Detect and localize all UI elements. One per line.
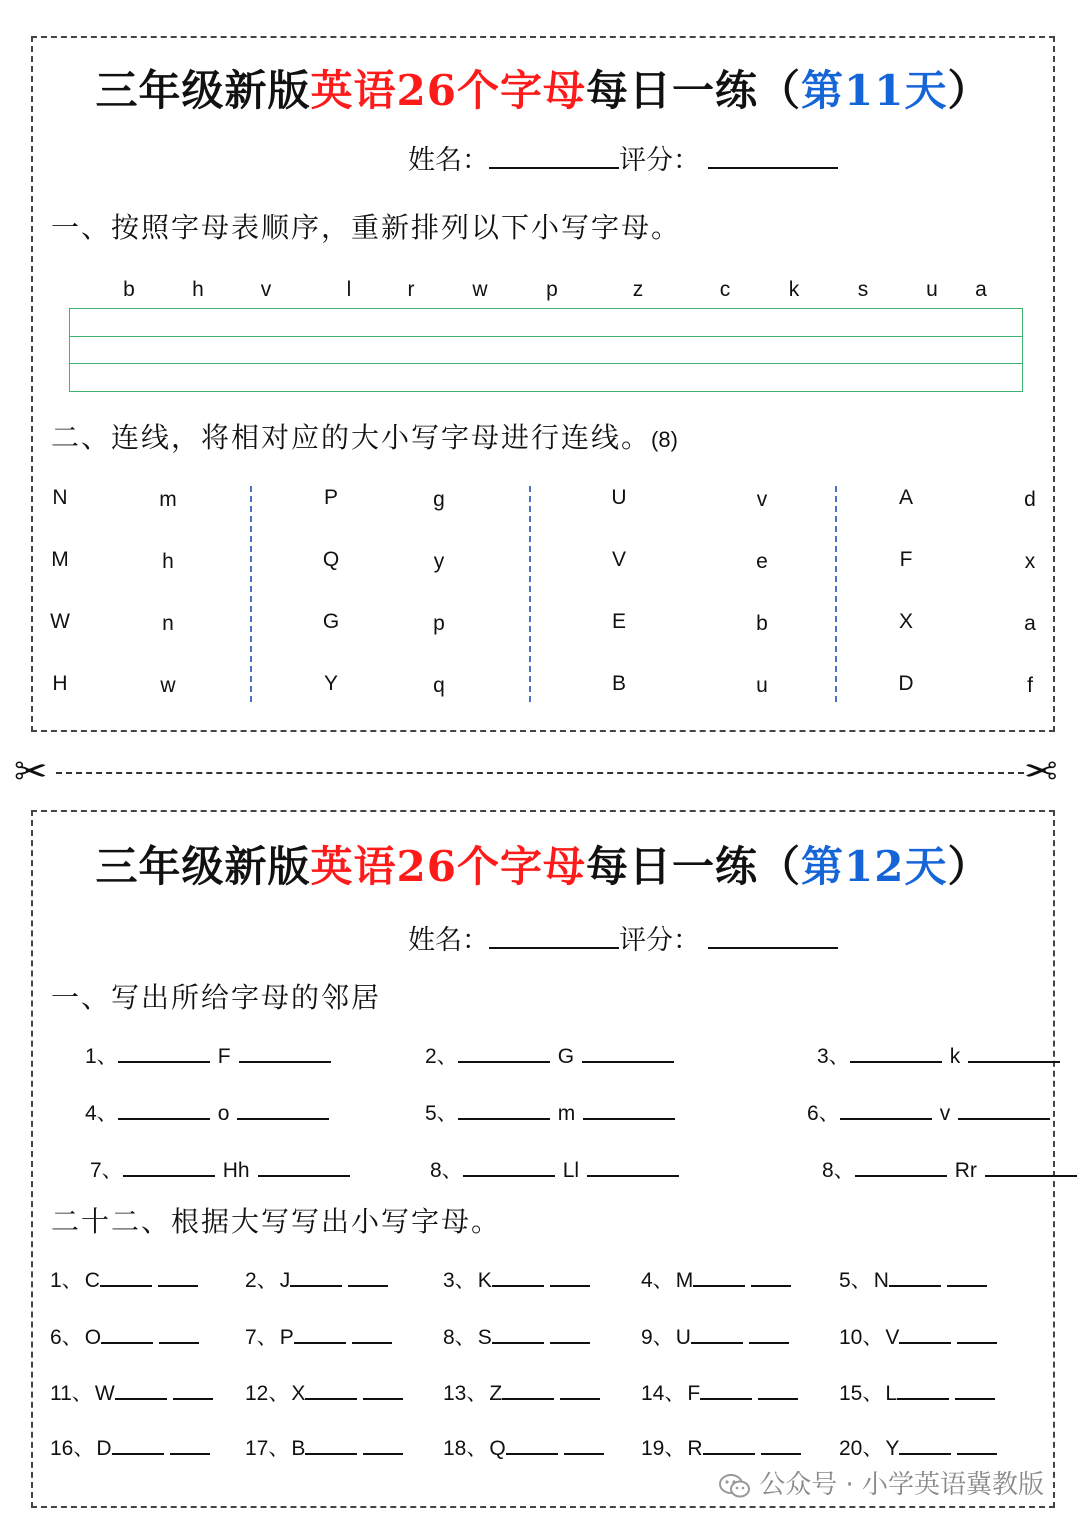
item-number: 11、 <box>50 1382 93 1405</box>
letter-item: c <box>719 278 731 301</box>
uppercase-item <box>443 1264 590 1294</box>
uppercase-item <box>641 1264 791 1294</box>
item-number: 18、 <box>443 1437 488 1460</box>
column-divider <box>529 486 531 702</box>
uppercase-letter[interactable]: G <box>322 610 340 633</box>
given-letter: S <box>477 1326 492 1349</box>
item-number: 8、 <box>443 1326 476 1349</box>
given-letter: V <box>885 1326 900 1349</box>
answer-blank[interactable] <box>115 1378 167 1400</box>
name-field[interactable] <box>489 143 619 169</box>
uppercase-item <box>641 1321 789 1351</box>
neighbor-item <box>85 1040 331 1070</box>
answer-blank[interactable] <box>899 1322 951 1344</box>
score-label: 评分： <box>619 925 700 956</box>
score-label: 评分： <box>619 145 700 176</box>
given-letter: m <box>557 1102 576 1125</box>
name-field[interactable] <box>489 923 619 949</box>
item-number: 13、 <box>443 1382 488 1405</box>
title-part: 每日一练（ <box>585 66 801 115</box>
answer-blank[interactable] <box>502 1378 554 1400</box>
section-title <box>51 416 678 456</box>
letter-item: s <box>857 278 869 301</box>
item-number: 1、 <box>50 1269 83 1292</box>
uppercase-letter[interactable]: P <box>323 486 339 509</box>
writing-line <box>70 363 1022 364</box>
neighbor-item <box>425 1040 674 1070</box>
title-day: 第12天 <box>801 842 948 891</box>
answer-blank[interactable] <box>112 1433 164 1455</box>
section-title: 一、写出所给字母的邻居 <box>51 981 382 1014</box>
given-letter: Q <box>489 1437 506 1460</box>
given-letter: B <box>291 1437 306 1460</box>
lowercase-letter[interactable]: b <box>756 612 768 635</box>
answer-blank[interactable] <box>761 1433 801 1455</box>
answer-blank[interactable] <box>239 1041 331 1063</box>
column-divider <box>250 486 252 702</box>
lowercase-letter[interactable]: f <box>1027 674 1033 697</box>
item-number: 5、 <box>839 1269 872 1292</box>
answer-blank[interactable] <box>560 1378 600 1400</box>
item-number: 6、 <box>50 1326 83 1349</box>
uppercase-item <box>839 1377 995 1407</box>
item-number: 12、 <box>245 1382 290 1405</box>
section-title: 二十二、根据大写写出小写字母。 <box>51 1205 502 1238</box>
uppercase-item <box>443 1432 604 1462</box>
item-number: 2、 <box>245 1269 278 1292</box>
given-letter: Z <box>489 1382 503 1405</box>
answer-blank[interactable] <box>889 1265 941 1287</box>
uppercase-letter[interactable]: N <box>52 486 68 509</box>
answer-blank[interactable] <box>855 1155 947 1177</box>
answer-blank[interactable] <box>159 1322 199 1344</box>
answer-blank[interactable] <box>700 1378 752 1400</box>
item-number: 14、 <box>641 1382 686 1405</box>
neighbor-item <box>822 1154 1077 1184</box>
uppercase-item <box>50 1432 210 1462</box>
given-letter: Ll <box>562 1159 580 1182</box>
letter-item: a <box>975 278 987 301</box>
item-number: 19、 <box>641 1437 686 1460</box>
uppercase-letter[interactable]: W <box>50 610 70 633</box>
item-number: 8、 <box>430 1159 463 1182</box>
letter-item: k <box>788 278 800 301</box>
name-score-row <box>408 138 838 177</box>
page-title <box>33 58 1053 118</box>
item-number: 15、 <box>839 1382 884 1405</box>
answer-blank[interactable] <box>458 1098 550 1120</box>
answer-blank[interactable] <box>348 1265 388 1287</box>
lowercase-letter[interactable]: a <box>1024 612 1036 635</box>
letter-item: v <box>260 278 272 301</box>
uppercase-letter[interactable]: A <box>898 486 914 509</box>
uppercase-letter[interactable]: Y <box>323 672 339 695</box>
answer-blank[interactable] <box>100 1265 152 1287</box>
uppercase-letter[interactable]: M <box>51 548 69 571</box>
lowercase-letter[interactable]: q <box>433 674 445 697</box>
section-score: (8) <box>651 427 678 452</box>
answer-blank[interactable] <box>583 1098 675 1120</box>
neighbor-item <box>90 1154 350 1184</box>
uppercase-item <box>245 1264 388 1294</box>
worksheet-day-11 <box>31 36 1055 732</box>
given-letter: K <box>477 1269 492 1292</box>
neighbor-item <box>807 1097 1050 1127</box>
uppercase-letter[interactable]: E <box>611 610 627 633</box>
writing-lines[interactable] <box>69 308 1023 392</box>
score-field[interactable] <box>708 923 838 949</box>
lowercase-letter[interactable]: n <box>162 612 174 635</box>
neighbor-item <box>85 1097 329 1127</box>
title-highlight: 英语26个字母 <box>310 842 586 891</box>
given-letter: Rr <box>954 1159 977 1182</box>
answer-blank[interactable] <box>899 1433 951 1455</box>
answer-blank[interactable] <box>693 1265 745 1287</box>
answer-blank[interactable] <box>305 1378 357 1400</box>
item-number: 16、 <box>50 1437 95 1460</box>
scissors-icon: ✂ <box>14 749 48 795</box>
item-number: 1、 <box>85 1045 118 1068</box>
uppercase-item <box>50 1377 213 1407</box>
title-highlight: 英语26个字母 <box>310 66 586 115</box>
uppercase-item <box>245 1432 403 1462</box>
answer-blank[interactable] <box>703 1433 755 1455</box>
answer-blank[interactable] <box>850 1041 942 1063</box>
uppercase-letter[interactable]: H <box>52 672 68 695</box>
letter-item: u <box>926 278 938 301</box>
answer-blank[interactable] <box>758 1378 798 1400</box>
title-part: 三年级新版 <box>95 842 311 891</box>
lowercase-letter[interactable]: x <box>1024 550 1036 573</box>
item-number: 10、 <box>839 1326 884 1349</box>
given-letter: G <box>557 1045 575 1068</box>
given-letter: P <box>279 1326 294 1349</box>
answer-blank[interactable] <box>957 1322 997 1344</box>
uppercase-item <box>839 1432 997 1462</box>
letter-item: l <box>346 278 352 301</box>
uppercase-letter[interactable]: U <box>611 486 627 509</box>
section-text: 二、连线，将相对应的大小写字母进行连线。 <box>51 421 652 454</box>
lowercase-letter[interactable]: g <box>433 488 445 511</box>
lowercase-letter[interactable]: m <box>159 488 177 511</box>
item-number: 20、 <box>839 1437 884 1460</box>
lowercase-letter[interactable]: d <box>1024 488 1036 511</box>
uppercase-letter[interactable]: F <box>899 548 913 571</box>
answer-blank[interactable] <box>506 1433 558 1455</box>
answer-blank[interactable] <box>173 1378 213 1400</box>
answer-blank[interactable] <box>258 1155 350 1177</box>
neighbor-item <box>430 1154 679 1184</box>
uppercase-letter[interactable]: V <box>611 548 627 571</box>
given-letter: C <box>84 1269 100 1292</box>
uppercase-item <box>839 1264 987 1294</box>
given-letter: N <box>873 1269 889 1292</box>
item-number: 7、 <box>90 1159 123 1182</box>
worksheet-day-12 <box>31 810 1055 1508</box>
answer-blank[interactable] <box>968 1041 1060 1063</box>
column-divider <box>835 486 837 702</box>
title-part: ） <box>947 66 991 115</box>
letter-item: h <box>192 278 204 301</box>
answer-blank[interactable] <box>587 1155 679 1177</box>
scissors-icon: ✂ <box>1024 749 1058 795</box>
answer-blank[interactable] <box>101 1322 153 1344</box>
item-number: 4、 <box>641 1269 674 1292</box>
wechat-icon <box>719 1473 751 1499</box>
item-number: 7、 <box>245 1326 278 1349</box>
uppercase-item <box>50 1264 198 1294</box>
answer-blank[interactable] <box>123 1155 215 1177</box>
uppercase-item <box>245 1377 403 1407</box>
answer-blank[interactable] <box>118 1041 210 1063</box>
item-number: 5、 <box>425 1102 458 1125</box>
lowercase-letter[interactable]: y <box>433 550 445 573</box>
uppercase-item <box>443 1377 600 1407</box>
uppercase-letter[interactable]: B <box>611 672 627 695</box>
answer-blank[interactable] <box>955 1378 995 1400</box>
letter-item: z <box>632 278 644 301</box>
given-letter: k <box>949 1045 961 1068</box>
answer-blank[interactable] <box>691 1322 743 1344</box>
answer-blank[interactable] <box>582 1041 674 1063</box>
letter-item: r <box>407 278 415 301</box>
item-number: 17、 <box>245 1437 290 1460</box>
given-letter: R <box>687 1437 703 1460</box>
letter-item: p <box>546 278 558 301</box>
section-title: 一、按照字母表顺序，重新排列以下小写字母。 <box>51 211 682 244</box>
lowercase-letter[interactable]: w <box>160 674 176 697</box>
uppercase-letter[interactable]: Q <box>322 548 340 571</box>
answer-blank[interactable] <box>352 1322 392 1344</box>
answer-blank[interactable] <box>492 1322 544 1344</box>
page-title <box>33 834 1053 894</box>
answer-blank[interactable] <box>985 1155 1077 1177</box>
answer-blank[interactable] <box>947 1265 987 1287</box>
item-number: 6、 <box>807 1102 840 1125</box>
name-label: 姓名： <box>408 925 489 956</box>
name-label: 姓名： <box>408 145 489 176</box>
given-letter: Y <box>885 1437 900 1460</box>
given-letter: o <box>217 1102 230 1125</box>
title-part: 每日一练（ <box>585 842 801 891</box>
uppercase-item <box>245 1321 392 1351</box>
neighbor-item <box>425 1097 675 1127</box>
given-letter: M <box>675 1269 694 1292</box>
answer-blank[interactable] <box>840 1098 932 1120</box>
uppercase-item <box>641 1432 801 1462</box>
lowercase-letter[interactable]: u <box>756 674 768 697</box>
answer-blank[interactable] <box>118 1098 210 1120</box>
answer-blank[interactable] <box>550 1265 590 1287</box>
lowercase-letter[interactable]: h <box>162 550 174 573</box>
given-letter: v <box>939 1102 951 1125</box>
answer-blank[interactable] <box>957 1433 997 1455</box>
given-letter: F <box>687 1382 701 1405</box>
given-letter: L <box>885 1382 898 1405</box>
uppercase-item <box>641 1377 798 1407</box>
lowercase-letter[interactable]: v <box>756 488 768 511</box>
cut-line <box>56 772 1024 774</box>
answer-blank[interactable] <box>305 1433 357 1455</box>
answer-blank[interactable] <box>237 1098 329 1120</box>
neighbor-item <box>817 1040 1060 1070</box>
title-part: 三年级新版 <box>95 66 311 115</box>
lowercase-letter[interactable]: e <box>756 550 768 573</box>
uppercase-letter[interactable]: D <box>898 672 914 695</box>
watermark <box>719 1464 1044 1501</box>
answer-blank[interactable] <box>290 1265 342 1287</box>
given-letter: O <box>84 1326 102 1349</box>
item-number: 2、 <box>425 1045 458 1068</box>
uppercase-item <box>839 1321 997 1351</box>
answer-blank[interactable] <box>958 1098 1050 1120</box>
item-number: 3、 <box>443 1269 476 1292</box>
item-number: 4、 <box>85 1102 118 1125</box>
answer-blank[interactable] <box>550 1322 590 1344</box>
answer-blank[interactable] <box>463 1155 555 1177</box>
answer-blank[interactable] <box>363 1433 403 1455</box>
given-letter: D <box>96 1437 112 1460</box>
writing-line <box>70 336 1022 337</box>
answer-blank[interactable] <box>897 1378 949 1400</box>
item-number: 3、 <box>817 1045 850 1068</box>
answer-blank[interactable] <box>294 1322 346 1344</box>
given-letter: Hh <box>222 1159 250 1182</box>
answer-blank[interactable] <box>749 1322 789 1344</box>
given-letter: U <box>675 1326 691 1349</box>
given-letter: J <box>279 1269 291 1292</box>
uppercase-item <box>443 1321 590 1351</box>
answer-blank[interactable] <box>564 1433 604 1455</box>
lowercase-letter[interactable]: p <box>433 612 445 635</box>
name-score-row <box>408 918 838 957</box>
uppercase-item <box>50 1321 199 1351</box>
answer-blank[interactable] <box>158 1265 198 1287</box>
letter-item: w <box>472 278 488 301</box>
title-day: 第11天 <box>801 66 948 115</box>
given-letter: X <box>291 1382 306 1405</box>
answer-blank[interactable] <box>458 1041 550 1063</box>
answer-blank[interactable] <box>363 1378 403 1400</box>
answer-blank[interactable] <box>751 1265 791 1287</box>
answer-blank[interactable] <box>170 1433 210 1455</box>
uppercase-letter[interactable]: X <box>898 610 914 633</box>
given-letter: F <box>217 1045 231 1068</box>
item-number: 9、 <box>641 1326 674 1349</box>
item-number: 8、 <box>822 1159 855 1182</box>
letter-item: b <box>123 278 135 301</box>
watermark-text: 公众号 · 小学英语冀教版 <box>759 1470 1044 1500</box>
title-part: ） <box>947 842 991 891</box>
score-field[interactable] <box>708 143 838 169</box>
given-letter: W <box>94 1382 115 1405</box>
answer-blank[interactable] <box>492 1265 544 1287</box>
